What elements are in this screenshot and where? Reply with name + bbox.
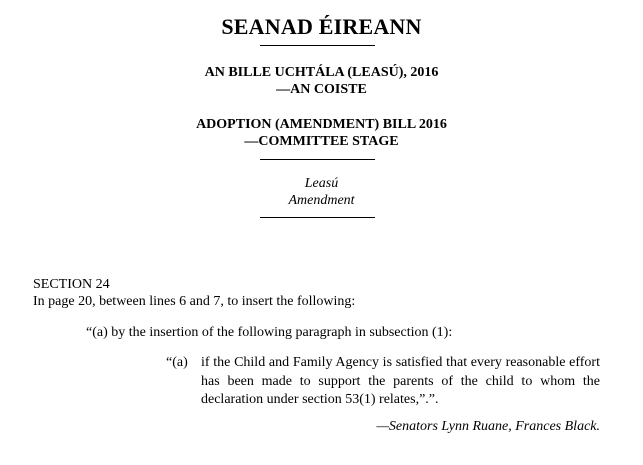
amendment-instruction: In page 20, between lines 6 and 7, to insert the following: <box>33 294 356 309</box>
rule-middle <box>260 159 375 160</box>
rule-bottom <box>260 217 375 218</box>
chamber-title: SEANAD ÉIREANN <box>221 14 422 39</box>
sub-paragraph-text: if the Child and Family Agency is satisfied that every reasonable effort has been made to support the parents of the child to whom the declaration under section 53(1) relates,”.”. <box>201 355 600 407</box>
english-bill-title-line2: —COMMITTEE STAGE <box>244 134 399 149</box>
rule-top <box>260 45 375 46</box>
english-bill-title-line1: ADOPTION (AMENDMENT) BILL 2016 <box>196 117 447 132</box>
sub-paragraph-label: “(a) <box>166 355 188 370</box>
irish-bill-title-line2: —AN COISTE <box>276 82 367 97</box>
amendment-heading <box>0 175 643 209</box>
amendment-heading-irish: Leasú <box>304 176 339 191</box>
section-heading: SECTION 24 <box>33 277 110 292</box>
paragraph-a: “(a) by the insertion of the following paragraph in subsection (1): <box>86 325 453 340</box>
signatories: —Senators Lynn Ruane, Frances Black. <box>376 419 600 434</box>
sub-paragraph-a <box>166 354 600 410</box>
irish-bill-title-line1: AN BILLE UCHTÁLA (LEASÚ), 2016 <box>204 65 439 80</box>
amendment-heading-english: Amendment <box>288 193 355 208</box>
english-bill-title <box>0 116 643 150</box>
irish-bill-title <box>0 64 643 98</box>
